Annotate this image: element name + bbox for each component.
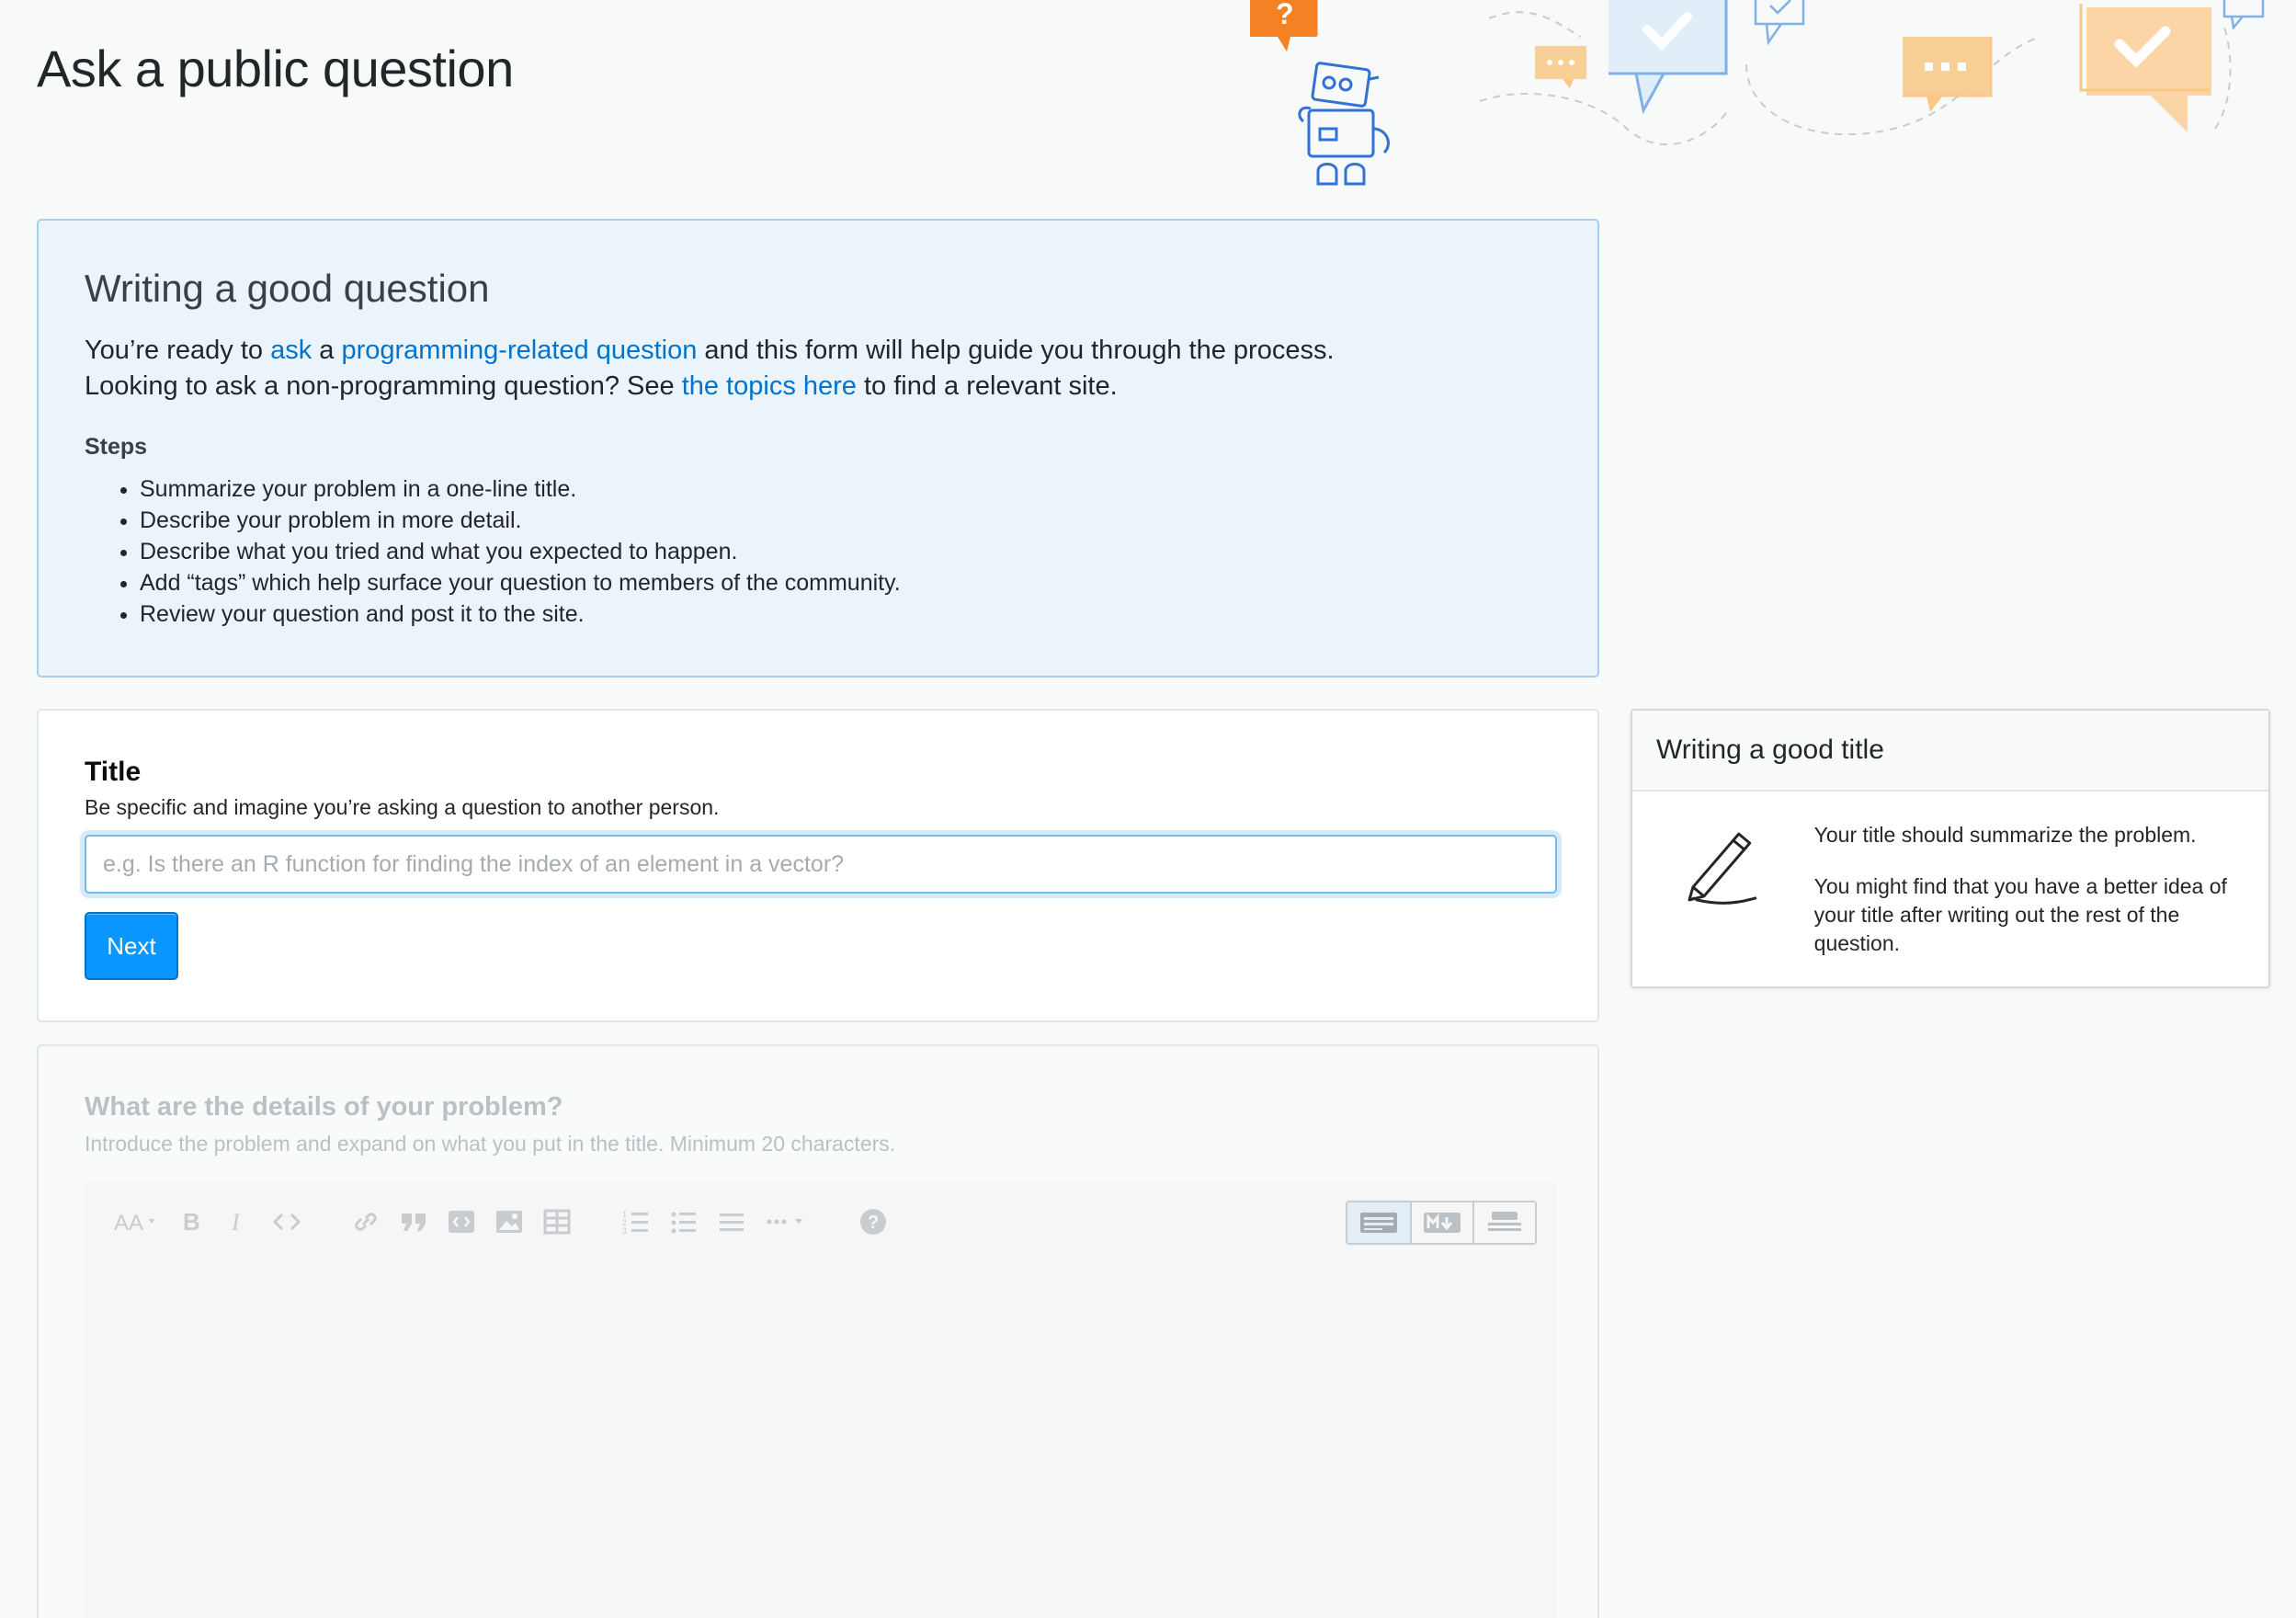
bold-icon[interactable] — [173, 1203, 210, 1240]
link-icon[interactable] — [347, 1203, 384, 1240]
code-icon[interactable] — [268, 1203, 305, 1240]
markdown-mode-icon[interactable] — [1410, 1202, 1472, 1243]
small-check-bubble-icon — [1756, 0, 1803, 42]
notice-heading: Writing a good question — [85, 267, 490, 310]
title-input[interactable] — [85, 835, 1557, 894]
notice-text: to find a relevant site. — [856, 371, 1118, 401]
more-icon[interactable] — [761, 1203, 813, 1240]
table-icon[interactable] — [539, 1203, 575, 1240]
sidebar-tip-2: You might find that you have a better idea of your title after writing out the rest of the question. — [1813, 874, 2227, 955]
title-label: Title — [85, 757, 142, 787]
svg-text:I: I — [232, 1209, 240, 1236]
programming-related-question-link[interactable]: programming-related question — [341, 336, 698, 365]
notice-text: and this form will help guide you through the process. — [697, 336, 1335, 365]
svg-text:?: ? — [868, 1213, 880, 1233]
step-item: • Review your question and post it to the site. — [140, 598, 1552, 630]
notice-text: a — [312, 336, 342, 365]
svg-text:3: 3 — [622, 1226, 628, 1236]
pencil-icon — [1677, 825, 1768, 917]
preview-mode-icon[interactable] — [1472, 1202, 1535, 1243]
svg-text:B: B — [183, 1208, 200, 1236]
help-icon[interactable] — [855, 1203, 892, 1240]
notice-text: Looking to ask a non-programming question? See — [85, 371, 682, 401]
step-item: • Summarize your problem in a one-line title. — [140, 473, 1552, 505]
sidebar-heading: Writing a good title — [1632, 711, 2268, 792]
blockquote-icon[interactable] — [395, 1203, 432, 1240]
horizontal-rule-icon[interactable] — [713, 1203, 750, 1240]
italic-icon[interactable] — [221, 1203, 257, 1240]
svg-text:?: ? — [1276, 0, 1294, 30]
tiny-chat-bubble-icon — [2224, 0, 2263, 28]
topics-here-link[interactable]: the topics here — [681, 371, 857, 401]
good-question-notice — [37, 219, 1599, 678]
step-item: • Describe your problem in more detail. — [140, 505, 1552, 536]
details-section — [37, 1044, 1599, 1618]
details-description: Introduce the problem and expand on what you put in the title. Minimum 20 characters. — [85, 1132, 896, 1156]
hero-illustration — [1232, 0, 2296, 202]
editor-mode-toggle — [1346, 1201, 1537, 1245]
steps-list — [85, 473, 1552, 630]
notice-intro — [85, 333, 1552, 404]
ordered-list-icon[interactable] — [618, 1203, 654, 1240]
sidebar-tip-1: Your title should summarize the problem. — [1813, 823, 2197, 847]
editor-toolbar — [85, 1182, 1557, 1261]
check-bubble-2-icon — [2081, 4, 2211, 132]
svg-text:AA: AA — [114, 1211, 144, 1236]
details-editor[interactable] — [85, 1182, 1557, 1618]
unordered-list-icon[interactable] — [665, 1203, 702, 1240]
steps-heading: Steps — [85, 434, 148, 460]
good-title-sidebar — [1631, 709, 2270, 988]
step-item: • Add “tags” which help surface your question to members of the community. — [140, 567, 1552, 598]
title-description: Be specific and imagine you’re asking a question to another person. — [85, 795, 720, 819]
details-label: What are the details of your problem? — [85, 1092, 563, 1122]
title-section — [37, 709, 1599, 1022]
robot-icon — [1300, 63, 1389, 184]
ask-link[interactable]: ask — [270, 336, 313, 365]
question-bubble-icon — [1250, 0, 1316, 51]
image-icon[interactable] — [491, 1203, 528, 1240]
code-block-icon[interactable] — [443, 1203, 480, 1240]
text-size-icon[interactable] — [110, 1203, 162, 1240]
page-title: Ask a public question — [37, 40, 514, 97]
chat-bubble-icon — [1535, 46, 1586, 88]
chat-bubble-2-icon — [1903, 37, 1991, 112]
svg-text:2: 2 — [622, 1218, 628, 1227]
notice-text: You’re ready to — [85, 336, 271, 365]
step-item: • Describe what you tried and what you expected to happen. — [140, 536, 1552, 567]
next-button[interactable]: Next — [85, 912, 178, 980]
rich-text-mode-icon[interactable] — [1347, 1202, 1410, 1243]
svg-text:1: 1 — [622, 1210, 628, 1219]
check-bubble-icon — [1608, 0, 1726, 110]
